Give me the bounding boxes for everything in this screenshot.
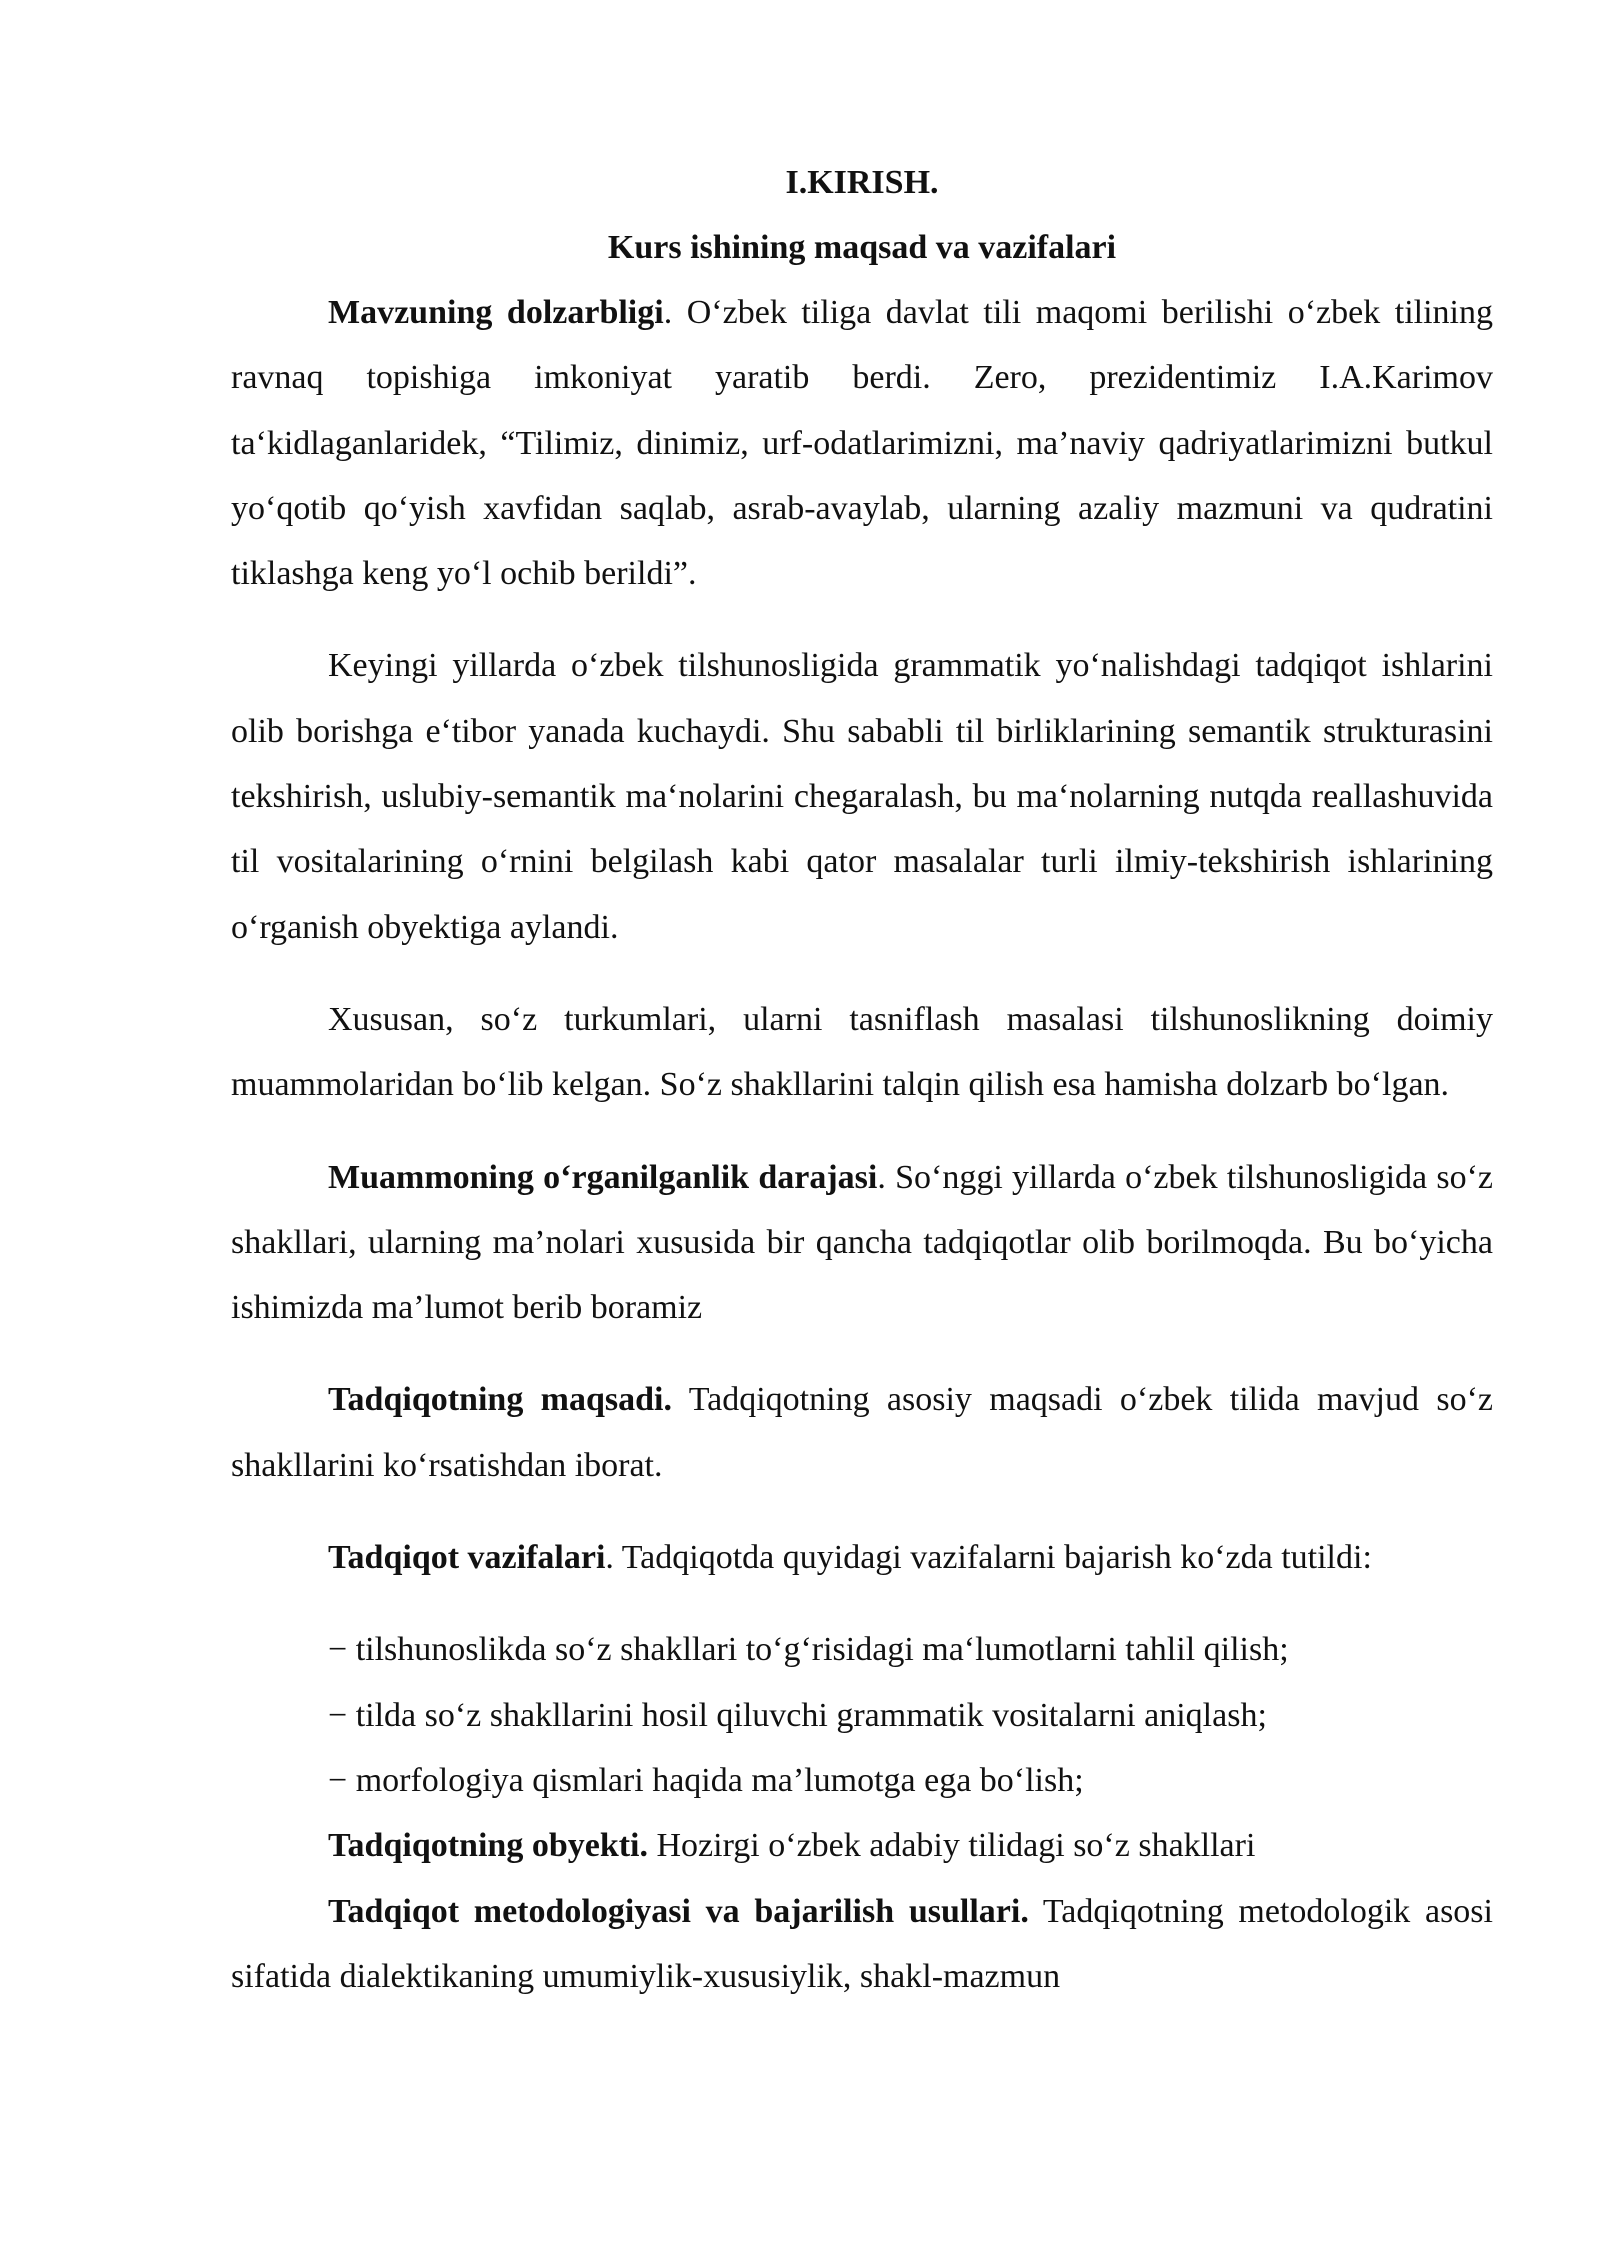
paragraph-relevance <box>231 280 1493 606</box>
paragraph-text: Keyingi yillarda o‘zbek tilshunosligida grammatik yo‘nalishdagi tadqiqot ishlarini olib borishga e‘tibor yanada kuchaydi. Shu sababli til birliklarining semantik strukturasini tekshirish, uslubiy-semantik ma‘nolarini chegaralash, bu ma‘nolarning nutqda reallashuvida til vositalarining o‘rnini belgilash kabi qator masalalar turli ilmiy-tekshirish ishlarining o‘rganish obyektiga aylandi. <box>231 647 1493 946</box>
dash-bullet: − <box>328 1631 348 1669</box>
paragraph-grammar-research <box>231 633 1493 959</box>
paragraph-text: . Tadqiqotda quyidagi vazifalarni bajarish ko‘zda tutildi: <box>605 1539 1372 1577</box>
paragraph-study-level <box>231 1145 1493 1341</box>
paragraph-word-classes <box>231 987 1493 1118</box>
paragraph-methodology <box>231 1879 1493 2010</box>
paragraph-research-goal <box>231 1367 1493 1498</box>
section-subtitle: Kurs ishining maqsad va vazifalari <box>607 229 1117 266</box>
dash-bullet: − <box>328 1761 348 1799</box>
chapter-title: I.KIRISH. <box>785 164 939 201</box>
paragraph-text: Xususan, so‘z turkumlari, ularni tasniflash masalasi tilshunoslikning doimiy muammolaridan bo‘lib kelgan. So‘z shakllarini talqin qilish esa hamisha dolzarb bo‘lgan. <box>231 1000 1493 1104</box>
list-item-text: tilda so‘z shakllarini hosil qiluvchi grammatik vositalarni aniqlash; <box>347 1696 1267 1734</box>
paragraph-text: . O‘zbek tiliga davlat tili maqomi berilishi o‘zbek tilining ravnaq topishiga imkoniyat yaratib berdi. Zero, prezidentimiz I.A.Karimov ta‘kidlaganlaridek, “Tilimiz, dinimiz, urf-odatlarimizni, ma’naviy qadriyatlarimizni butkul yo‘qotib qo‘yish xavfidan saqlab, asrab-avaylab, ularning azaliy mazmuni va qudratini tiklashga keng yo‘l ochib berildi”. <box>231 294 1494 593</box>
paragraph-research-tasks <box>231 1525 1493 1590</box>
paragraph-research-object <box>231 1813 1493 1878</box>
paragraph-lead: Tadqiqot vazifalari <box>328 1539 606 1577</box>
paragraph-text: Tadqiqotning metodologik asosi sifatida dialektikaning umumiylik-xususiylik, shakl-mazmun <box>231 1892 1493 1995</box>
dash-bullet: − <box>328 1696 348 1734</box>
paragraph-lead: Tadqiqot metodologiyasi va bajarilish usullari. <box>328 1892 1029 1930</box>
list-item <box>328 1617 1493 1682</box>
list-item-text: tilshunoslikda so‘z shakllari to‘g‘risidagi ma‘lumotlarni tahlil qilish; <box>347 1631 1289 1669</box>
list-item <box>328 1683 1493 1748</box>
paragraph-lead: Tadqiqotning obyekti. <box>328 1827 648 1865</box>
paragraph-text: Hozirgi o‘zbek adabiy tilidagi so‘z shakllari <box>648 1827 1256 1865</box>
paragraph-lead: Tadqiqotning maqsadi. <box>328 1381 672 1419</box>
paragraph-text: Tadqiqotning asosiy maqsadi o‘zbek tilida mavjud so‘z shakllarini ko‘rsatishdan iborat. <box>231 1381 1493 1484</box>
paragraph-lead: Mavzuning dolzarbligi <box>328 294 664 331</box>
paragraph-lead: Muammoning o‘rganilganlik darajasi <box>328 1158 878 1196</box>
list-item-text: morfologiya qismlari haqida ma’lumotga ega bo‘lish; <box>347 1761 1084 1799</box>
task-list <box>328 1617 1493 1813</box>
paragraph-text: . So‘nggi yillarda o‘zbek tilshunosligida so‘z shakllari, ularning ma’nolari xususida bir qancha tadqiqotlar olib borilmoqda. Bu bo‘yicha ishimizda ma’lumot berib boramiz <box>231 1158 1493 1327</box>
list-item <box>328 1748 1493 1813</box>
